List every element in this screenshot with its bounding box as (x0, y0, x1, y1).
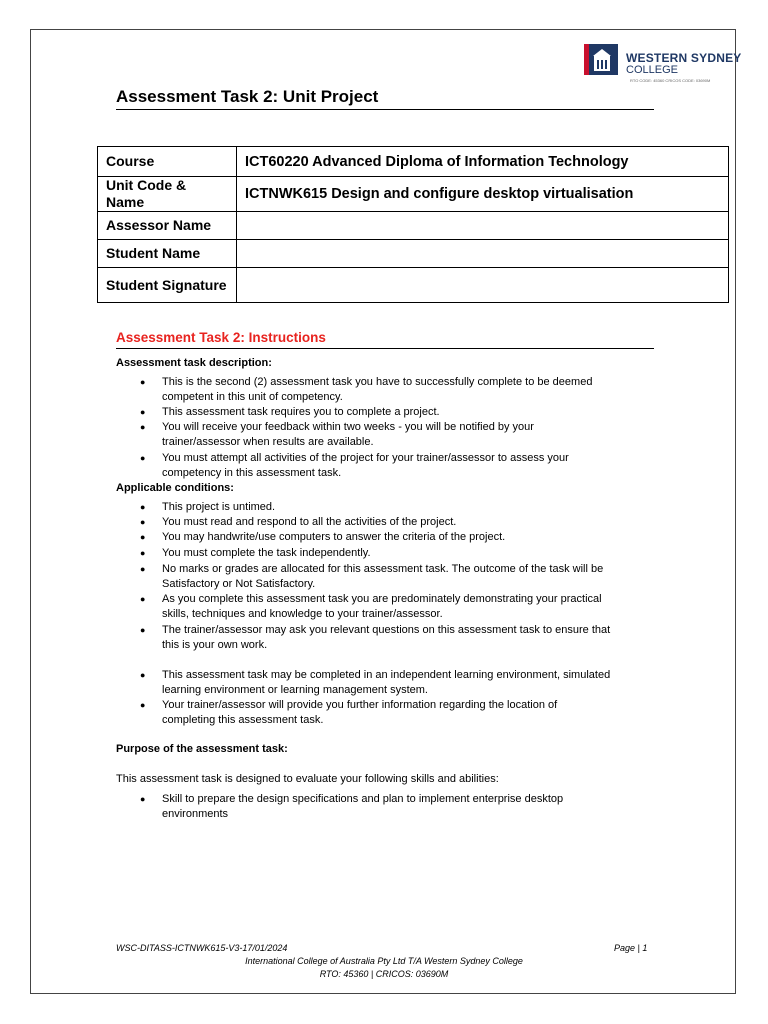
logo-name-line1: WESTERN SYDNEY (626, 51, 742, 65)
footer-doc-code: WSC-DITASS-ICTNWK615-V3-17/01/2024 (116, 943, 288, 953)
list-item: completing this assessment task. (162, 714, 324, 726)
list-item: This assessment task requires you to complete a project. (162, 406, 440, 418)
list-item: You will receive your feedback within two weeks - you will be notified by your (162, 421, 534, 433)
list-item: You must read and respond to all the activities of the project. (162, 516, 457, 528)
list-item: trainer/assessor when results are available. (162, 436, 374, 448)
purpose-intro: This assessment task is designed to evaluate your following skills and abilities: (116, 773, 499, 785)
list-item: You must attempt all activities of the project for your trainer/assessor to assess your (162, 452, 569, 464)
student-info-table (97, 146, 729, 303)
instructions-divider (116, 348, 654, 349)
bullet-point: ● (140, 377, 146, 387)
list-item: As you complete this assessment task you are predominately demonstrating your practical (162, 593, 602, 605)
list-item: Satisfactory or Not Satisfactory. (162, 578, 316, 590)
bullet-point: ● (140, 794, 146, 804)
logo-codes: RTO CODE: 45360 CRICOS CODE: 03690M (630, 78, 711, 83)
list-item: competency in this assessment task. (162, 467, 342, 479)
course-value: ICT60220 Advanced Diploma of Information Technology (237, 147, 729, 177)
bullet-point: ● (140, 564, 146, 574)
bullet-point: ● (140, 407, 146, 417)
assessor-name-label: Assessor Name (98, 212, 237, 240)
student-name-label: Student Name (98, 240, 237, 268)
footer-rto: RTO: 45360 | CRICOS: 03690M (319, 969, 449, 979)
table-row (98, 177, 729, 212)
bullet-point: ● (140, 453, 146, 463)
list-item: You must complete the task independently. (162, 547, 371, 559)
student-signature-label: Student Signature (98, 268, 237, 303)
student-signature-field[interactable] (237, 268, 729, 303)
list-item: skills, techniques and knowledge to your trainer/assessor. (162, 608, 443, 620)
list-item: This project is untimed. (162, 501, 276, 513)
bullet-point: ● (140, 670, 146, 680)
bullet-point: ● (140, 532, 146, 542)
bullet-point: ● (140, 517, 146, 527)
college-logo (584, 44, 742, 86)
list-item: You may handwrite/use computers to answer the criteria of the project. (162, 531, 506, 543)
unit-value: ICTNWK615 Design and configure desktop virtualisation (237, 177, 729, 212)
bullet-point: ● (140, 422, 146, 432)
list-item: Your trainer/assessor will provide you further information regarding the location of (162, 699, 558, 711)
table-row (98, 240, 729, 268)
list-item: Skill to prepare the design specifications and plan to implement enterprise desktop (162, 793, 564, 805)
instructions-heading: Assessment Task 2: Instructions (116, 330, 326, 345)
list-item: this is your own work. (162, 639, 268, 651)
footer-company: International College of Australia Pty Ltd T/A Western Sydney College (245, 956, 523, 966)
assessor-name-field[interactable] (237, 212, 729, 240)
list-item: This assessment task may be completed in an independent learning environment, simulated (162, 669, 611, 681)
bullet-point: ● (140, 548, 146, 558)
logo-name-line2: COLLEGE (626, 64, 678, 76)
conditions-label: Applicable conditions: (116, 482, 234, 494)
list-item: No marks or grades are allocated for this assessment task. The outcome of the task will be (162, 563, 604, 575)
bullet-point: ● (140, 700, 146, 710)
page-title: Assessment Task 2: Unit Project (116, 87, 379, 106)
course-label: Course (98, 147, 237, 177)
title-divider (116, 109, 654, 110)
table-row (98, 212, 729, 240)
list-item: learning environment or learning management system. (162, 684, 428, 696)
purpose-label: Purpose of the assessment task: (116, 743, 288, 755)
bullet-point: ● (140, 625, 146, 635)
logo-emblem (584, 44, 618, 75)
list-item: This is the second (2) assessment task you have to successfully complete to be deemed (162, 376, 593, 388)
unit-label: Unit Code & Name (98, 177, 237, 212)
table-row (98, 147, 729, 177)
student-name-field[interactable] (237, 240, 729, 268)
description-label: Assessment task description: (116, 357, 272, 369)
footer-page-number: Page | 1 (614, 943, 648, 953)
list-item: The trainer/assessor may ask you relevant questions on this assessment task to ensure that (162, 624, 611, 636)
list-item: competent in this unit of competency. (162, 391, 343, 403)
bullet-point: ● (140, 594, 146, 604)
list-item: environments (162, 808, 229, 820)
table-row (98, 268, 729, 303)
bullet-point: ● (140, 502, 146, 512)
